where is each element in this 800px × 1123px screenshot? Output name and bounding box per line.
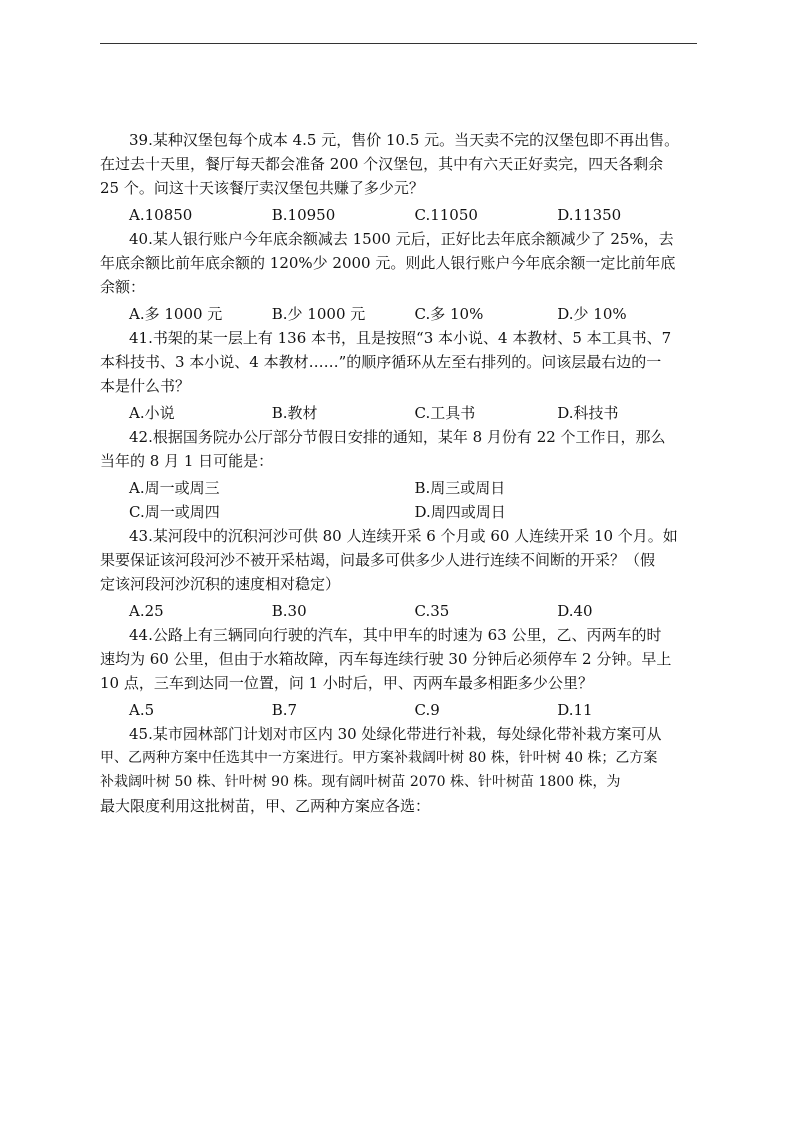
question-stem-line: 补栽阔叶树 50 株、针叶树 90 株。现有阔叶树苗 2070 株、针叶树苗 1800 株，为: [100, 774, 621, 790]
options-row: [100, 500, 700, 524]
options-row: [100, 302, 700, 326]
options-row: [100, 401, 700, 425]
option-d: D.11: [557, 701, 593, 719]
question-stem-line: 41.书架的某一层上有 136 本书，且是按照“3 本小说、4 本教材、5 本工具书、7: [129, 329, 672, 347]
question-stem-line: 本是什么书？: [100, 377, 191, 395]
question-stem-line: 40.某人银行账户今年底余额减去 1500 元后，正好比去年底余额减少了 25%，去: [129, 230, 674, 248]
document-body: [100, 128, 700, 818]
question-stem-line: 速均为 60 公里，但由于水箱故障，丙车每连续行驶 30 分钟后必须停车 2 分钟。早上: [100, 650, 672, 668]
question-39: [100, 128, 700, 227]
question-stem-line: 10 点，三车到达同一位置，问 1 小时后，甲、丙两车最多相距多少公里？: [100, 674, 593, 692]
option-a: A.小说: [129, 404, 175, 422]
question-stem-line: 本科技书、3 本小说、4 本教材……”的顺序循环从左至右排列的。问该层最右边的一: [100, 353, 662, 371]
option-d: D.科技书: [557, 404, 619, 422]
option-d: D.11350: [557, 206, 622, 224]
question-stem-line: 最大限度利用这批树苗，甲、乙两种方案应各选：: [100, 797, 431, 815]
question-44: [100, 623, 700, 722]
option-b: B.少 1000 元: [271, 305, 366, 323]
option-a: A.多 1000 元: [129, 305, 223, 323]
question-45: [100, 722, 700, 818]
question-stem-line: 余额：: [100, 278, 146, 296]
options-row: [100, 599, 700, 623]
option-b: B.教材: [271, 404, 318, 422]
question-stem-line: 当年的 8 月 1 日可能是：: [100, 452, 274, 470]
question-stem-line: 39.某种汉堡包每个成本 4.5 元，售价 10.5 元。当天卖不完的汉堡包即不再出售。: [129, 131, 680, 149]
question-43: [100, 524, 700, 623]
question-42: [100, 425, 700, 524]
question-stem-line: 44.公路上有三辆同向行驶的汽车，其中甲车的时速为 63 公里，乙、丙两车的时: [129, 626, 662, 644]
option-b: B.30: [271, 602, 307, 620]
question-40: [100, 227, 700, 326]
option-a: A.周一或周三: [129, 479, 220, 497]
question-stem-line: 定该河段河沙沉积的速度相对稳定）: [100, 575, 341, 593]
option-c: C.工具书: [414, 404, 476, 422]
option-d: D.少 10%: [557, 305, 627, 323]
header-rule: [100, 43, 697, 44]
option-c: C.周一或周四: [129, 503, 220, 521]
option-d: D.40: [557, 602, 593, 620]
options-row: [100, 698, 700, 722]
question-stem-line: 果要保证该河段河沙不被开采枯竭，问最多可供多少人进行连续不间断的开采？（假: [100, 551, 656, 569]
question-stem-line: 在过去十天里，餐厅每天都会准备 200 个汉堡包，其中有六天正好卖完，四天各剩余: [100, 155, 664, 173]
options-row: [100, 203, 700, 227]
option-b: B.7: [271, 701, 298, 719]
option-c: C.9: [414, 701, 440, 719]
option-b: B.10950: [271, 206, 336, 224]
option-c: C.多 10%: [414, 305, 484, 323]
question-stem-line: 42.根据国务院办公厅部分节假日安排的通知，某年 8 月份有 22 个工作日，那么: [129, 428, 666, 446]
option-c: C.11050: [414, 206, 478, 224]
question-stem-line: 甲、乙两种方案中任选其中一方案进行。甲方案补栽阔叶树 80 株，针叶树 40 株；乙方案: [100, 750, 658, 766]
question-41: [100, 326, 700, 425]
option-a: A.10850: [129, 206, 193, 224]
option-a: A.25: [129, 602, 164, 620]
question-stem-line: 43.某河段中的沉积河沙可供 80 人连续开采 6 个月或 60 人连续开采 10 个月。如: [129, 527, 678, 545]
question-stem-line: 45.某市园林部门计划对市区内 30 处绿化带进行补栽，每处绿化带补栽方案可从: [129, 725, 662, 743]
option-b: B.周三或周日: [414, 479, 506, 497]
question-stem-line: 25 个。问这十天该餐厅卖汉堡包共赚了多少元？: [100, 179, 424, 197]
option-c: C.35: [414, 602, 450, 620]
question-stem-line: 年底余额比前年底余额的 120%少 2000 元。则此人银行账户今年底余额一定比前年底: [100, 254, 676, 272]
option-a: A.5: [129, 701, 155, 719]
option-d: D.周四或周日: [414, 503, 506, 521]
options-row: [100, 476, 700, 500]
